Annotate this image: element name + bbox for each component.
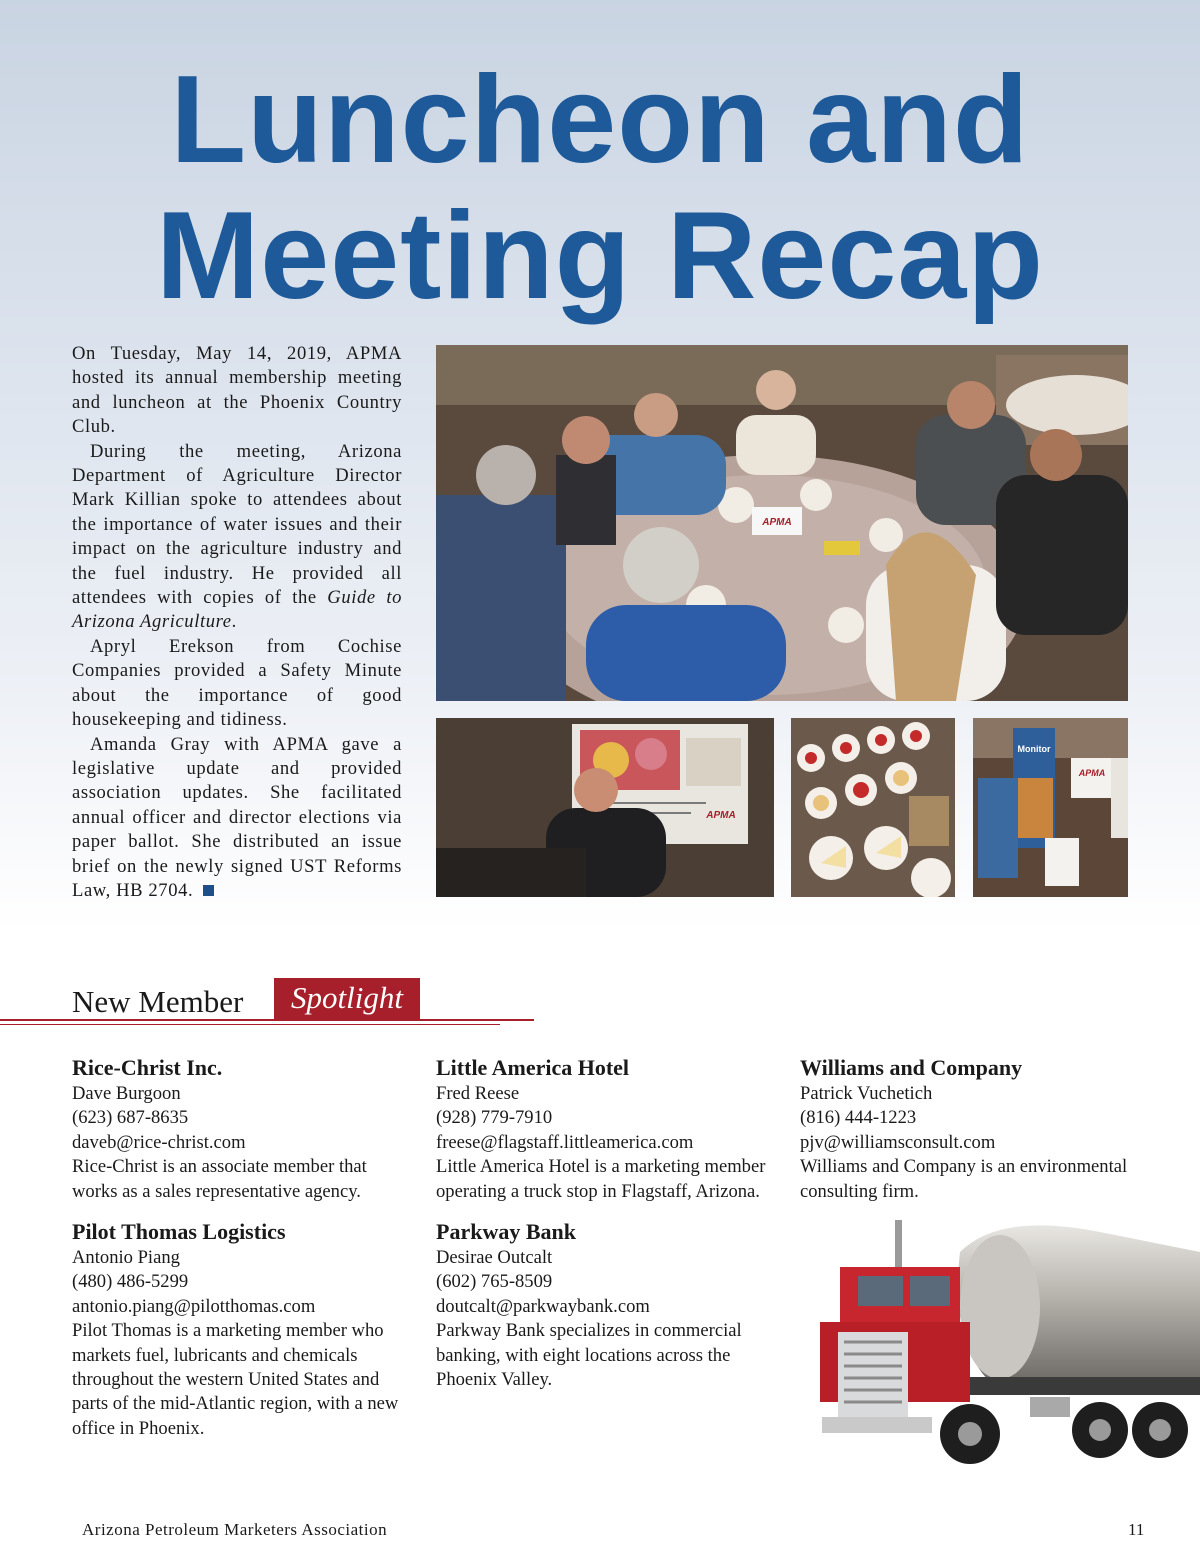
footer-organization: Arizona Petroleum Marketers Association <box>82 1520 388 1539</box>
member-description: Parkway Bank specializes in commercial banking, with eight locations across the Phoenix Valley. <box>436 1320 742 1391</box>
member-contact: Antonio Piang <box>72 1247 180 1269</box>
title-line-1: Luncheon and <box>170 51 1030 189</box>
member-phone: (816) 444-1223 <box>800 1107 917 1129</box>
member-phone: (623) 687-8635 <box>72 1107 189 1129</box>
paragraph-4-text: Amanda Gray with APMA gave a legislative update and provided association updates. She facilitated annual officer and director elections via paper ballot. She distributed an issue brief on the newly signed UST Reforms Law, HB 2704. <box>72 733 402 901</box>
member-phone: (928) 779-7910 <box>436 1107 553 1129</box>
member-description: Pilot Thomas is a marketing member who markets fuel, lubricants and chemicals throughout the western United States and parts of the mid-Atlantic region, with a new office in Phoenix. <box>72 1320 399 1439</box>
article-paragraph-2 <box>72 440 402 635</box>
table-tent-logo: APMA <box>762 517 792 528</box>
spotlight-badge: Spotlight <box>274 978 420 1020</box>
article-paragraph-3: Apryl Erekson from Cochise Companies provided a Safety Minute about the importance of good housekeeping and tidiness. <box>72 635 402 731</box>
member-column-2 <box>436 1054 776 1406</box>
member-email: antonio.piang@pilotthomas.com <box>72 1295 316 1317</box>
member-entry <box>72 1054 407 1204</box>
member-name: Parkway Bank <box>436 1219 576 1245</box>
member-phone: (480) 486-5299 <box>72 1271 189 1293</box>
article-paragraph-1: On Tuesday, May 14, 2019, APMA hosted its annual membership meeting and luncheon at the Phoenix Country Club. <box>72 343 402 438</box>
speaker-photo <box>436 718 774 897</box>
paragraph-2-end: . <box>231 611 237 633</box>
flyer-logo: APMA <box>1078 768 1106 778</box>
member-description: Williams and Company is an environmental consulting firm. <box>800 1156 1128 1202</box>
page-title <box>0 52 1200 324</box>
tanker-truck-image <box>800 1212 1200 1477</box>
member-entry <box>436 1218 776 1392</box>
spotlight-rule-top <box>0 1019 534 1021</box>
article-body <box>72 342 402 903</box>
member-contact: Desirae Outcalt <box>436 1247 553 1269</box>
luncheon-table-photo <box>436 345 1128 701</box>
screen-logo: APMA <box>706 810 736 821</box>
dessert-plates-photo <box>791 718 955 897</box>
end-of-article-mark <box>203 885 214 896</box>
member-name: Rice-Christ Inc. <box>72 1055 223 1080</box>
member-name: Little America Hotel <box>436 1055 630 1080</box>
member-column-1 <box>72 1054 407 1455</box>
paragraph-2-text: During the meeting, Arizona Department of Agriculture Director Mark Killian spoke to attendees about the importance of water issues and their impact on the agriculture industry and the fuel industry. He provided all attendees with copies of the <box>72 440 402 609</box>
spotlight-rule-bottom <box>0 1024 500 1025</box>
magazine-title: Monitor <box>1017 744 1051 754</box>
page-number: 11 <box>1128 1520 1145 1539</box>
title-line-2: Meeting Recap <box>155 187 1045 325</box>
member-email: pjv@williamsconsult.com <box>800 1131 996 1153</box>
member-name: Pilot Thomas Logistics <box>72 1219 286 1245</box>
article-paragraph-4 <box>72 733 402 904</box>
member-contact: Fred Reese <box>436 1083 520 1104</box>
member-description: Little America Hotel is a marketing member operating a truck stop in Flagstaff, Arizona. <box>436 1156 766 1202</box>
new-member-label: New Member <box>72 984 244 1019</box>
member-entry <box>72 1218 407 1441</box>
member-description: Rice-Christ is an associate member that works as a sales representative agency. <box>72 1156 367 1202</box>
member-contact: Patrick Vuchetich <box>800 1083 933 1104</box>
fuel-monitor-magazines-photo <box>973 718 1128 897</box>
member-name: Williams and Company <box>800 1055 1023 1080</box>
member-entry <box>436 1054 776 1204</box>
member-email: freese@flagstaff.littleamerica.com <box>436 1131 694 1153</box>
member-column-3 <box>800 1054 1145 1218</box>
member-entry <box>800 1054 1145 1204</box>
member-contact: Dave Burgoon <box>72 1083 181 1104</box>
member-email: doutcalt@parkwaybank.com <box>436 1295 650 1317</box>
member-email: daveb@rice-christ.com <box>72 1131 246 1153</box>
book-title: Guide to Arizona Agriculture <box>72 587 402 633</box>
member-phone: (602) 765-8509 <box>436 1271 553 1293</box>
